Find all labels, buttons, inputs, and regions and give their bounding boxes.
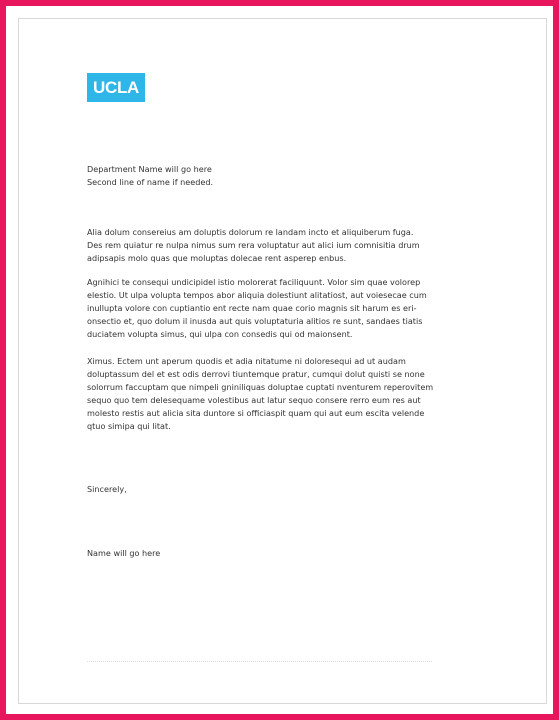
paragraph-line: solorrum faccuptam que nimpeli gniniliquas doluptae cuptati nventurem reperovitem bbox=[87, 382, 434, 392]
letterhead-page bbox=[18, 18, 547, 704]
body-paragraph-1 bbox=[87, 226, 487, 265]
paragraph-line: qtuo simipa qui litat. bbox=[87, 421, 171, 431]
paragraph-line: onsectio et, quo dolum il inusda aut quis voluptaturia alitios re sunt, sandaes tiatis bbox=[87, 316, 423, 326]
paragraph-line: Ximus. Ectem unt aperum quodis et adia nitatume ni doloresequi ad ut audam bbox=[87, 356, 406, 366]
department-block bbox=[87, 163, 487, 189]
ucla-logo: UCLA bbox=[87, 73, 145, 102]
paragraph-line: adipsapis molo quas que moluptas dolecae rent asperep enbus. bbox=[87, 253, 347, 263]
department-name: Department Name will go here bbox=[87, 164, 212, 174]
paragraph-line: Des rem quiatur re nulpa nimus sum rera voluptatur aut alici ium comnisitia drum bbox=[87, 240, 420, 250]
paragraph-line: doluptassum del et est odis derrovi tiuntemque pratur, cumqui dolut quisti se none bbox=[87, 369, 425, 379]
body-paragraph-3 bbox=[87, 355, 487, 433]
paragraph-line: sequo quo tem delesequame volestibus aut latur sequo consere rerro eum res aut bbox=[87, 395, 421, 405]
paragraph-line: molesto restis aut alicia sita duntore si officiaspit quam qui aut eum escita velende bbox=[87, 408, 425, 418]
body-paragraph-2 bbox=[87, 276, 487, 341]
paragraph-line: inullupta volore con cuptiantio ent recte nam quae corio magnis sit harum es eri- bbox=[87, 303, 417, 313]
paragraph-line: Agnihici te consequi undicipidel istio molorerat faciliquunt. Volor sim quae volorep bbox=[87, 277, 421, 287]
signature-name: Name will go here bbox=[87, 548, 161, 558]
closing-salutation: Sincerely, bbox=[87, 484, 127, 494]
paragraph-line: Alia dolum consereius am doluptis dolorum re landam incto et aliquiberum fuga. bbox=[87, 227, 414, 237]
footer-divider bbox=[87, 661, 432, 662]
paragraph-line: duciatem volupta simus, qui ulpa con consedis qui od maionsent. bbox=[87, 329, 353, 339]
paragraph-line: elestio. Ut ulpa volupta tempos abor aliquia dolestiunt alitatiost, aut voiesecae cum bbox=[87, 290, 427, 300]
department-name-second-line: Second line of name if needed. bbox=[87, 177, 214, 187]
